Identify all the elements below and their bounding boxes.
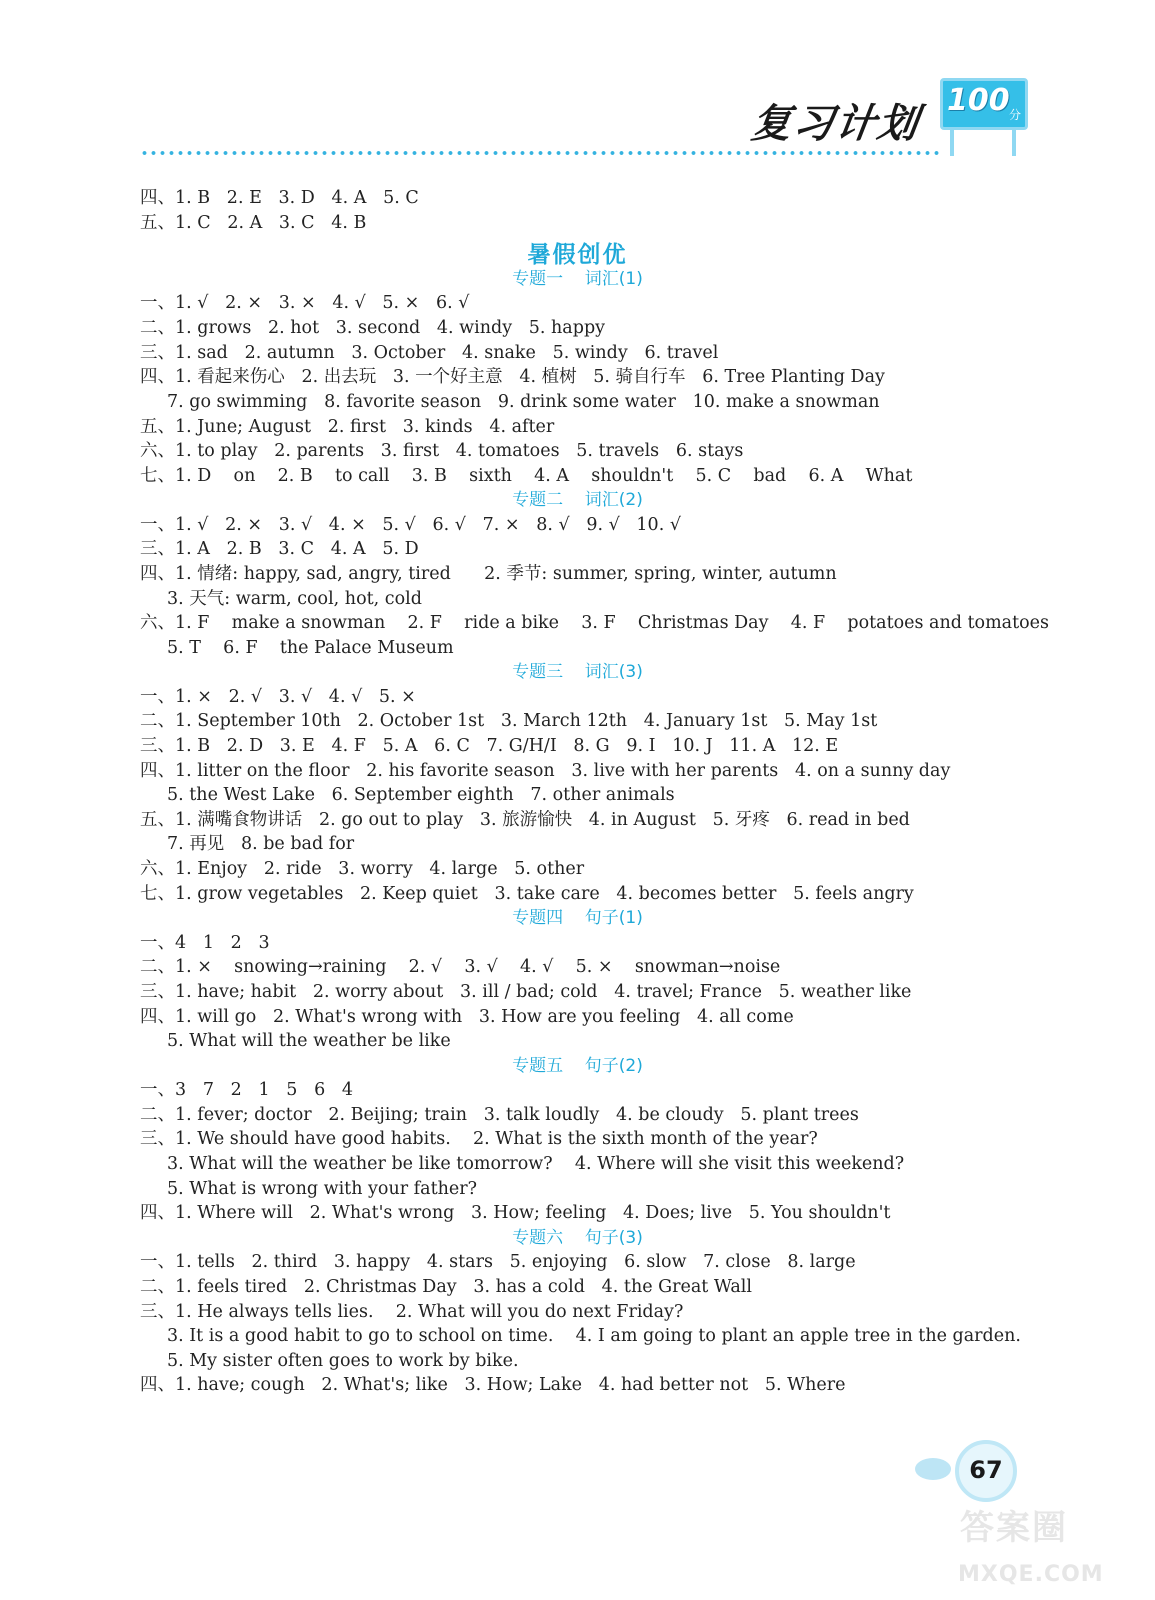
answer-line: 一、1. tells 2. third 3. happy 4. stars 5. enjoying 6. slow 7. close 8. large: [140, 1252, 856, 1272]
topic-heading: 专题六 句子(3): [512, 1228, 643, 1248]
answer-line: 3. It is a good habit to go to school on time. 4. I am going to plant an apple tree in the garden.: [167, 1326, 1021, 1346]
answer-line: 四、1. Where will 2. What's wrong 3. How; feeling 4. Does; live 5. You shouldn't: [140, 1203, 891, 1223]
answer-line: 5. What is wrong with your father?: [167, 1179, 477, 1199]
answer-line: 一、1. √ 2. × 3. √ 4. × 5. √ 6. √ 7. × 8. √ 9. √ 10. √: [140, 515, 681, 535]
answer-line: 三、1. have; habit 2. worry about 3. ill / bad; cold 4. travel; France 5. weather like: [140, 982, 912, 1002]
topic-heading: 专题一 词汇(1): [512, 269, 643, 289]
answer-line: 三、1. We should have good habits. 2. What is the sixth month of the year?: [140, 1129, 818, 1149]
answer-line: 三、1. sad 2. autumn 3. October 4. snake 5. windy 6. travel: [140, 343, 719, 363]
topic-heading: 专题五 句子(2): [512, 1056, 643, 1076]
topic-heading: 专题四 句子(1): [512, 908, 643, 928]
answer-line: 3. What will the weather be like tomorrow? 4. Where will she visit this weekend?: [167, 1154, 905, 1174]
answer-line: 六、1. F make a snowman 2. F ride a bike 3. F Christmas Day 4. F potatoes and tomatoes: [140, 613, 1050, 633]
answer-line: 三、1. A 2. B 3. C 4. A 5. D: [140, 539, 419, 559]
answer-line: 七、1. D on 2. B to call 3. B sixth 4. A shouldn't 5. C bad 6. A What: [140, 466, 913, 486]
watermark-logo: 答案圈: [960, 1508, 1068, 1548]
answer-line: 六、1. to play 2. parents 3. first 4. tomatoes 5. travels 6. stays: [140, 441, 744, 461]
answer-line: 五、1. June; August 2. first 3. kinds 4. after: [140, 417, 555, 437]
answer-line: 三、1. He always tells lies. 2. What will you do next Friday?: [140, 1302, 684, 1322]
answer-line: 3. 天气: warm, cool, hot, cold: [167, 589, 422, 609]
answer-line: 五、1. 满嘴食物讲话 2. go out to play 3. 旅游愉快 4. in August 5. 牙疼 6. read in bed: [140, 810, 910, 830]
answer-line: 四、1. 看起来伤心 2. 出去玩 3. 一个好主意 4. 植树 5. 骑自行车 6. Tree Planting Day: [140, 367, 885, 387]
answer-line: 六、1. Enjoy 2. ride 3. worry 4. large 5. other: [140, 859, 585, 879]
answer-line: 7. 再见 8. be bad for: [167, 834, 355, 854]
answer-line: 四、1. will go 2. What's wrong with 3. How are you feeling 4. all come: [140, 1007, 794, 1027]
answer-line: 7. go swimming 8. favorite season 9. drink some water 10. make a snowman: [167, 392, 880, 412]
answer-line: 四、1. litter on the floor 2. his favorite season 3. live with her parents 4. on a sunny day: [140, 761, 951, 781]
answer-line: 二、1. September 10th 2. October 1st 3. March 12th 4. January 1st 5. May 1st: [140, 711, 878, 731]
answer-line: 一、1. × 2. √ 3. √ 4. √ 5. ×: [140, 687, 416, 707]
answer-line: 四、1. B 2. E 3. D 4. A 5. C: [140, 188, 419, 208]
section-title: 暑假创优: [527, 242, 628, 268]
answer-line: 一、1. √ 2. × 3. × 4. √ 5. × 6. √: [140, 293, 470, 313]
answer-line: 一、3 7 2 1 5 6 4: [140, 1080, 354, 1100]
page-number-badge: [955, 1440, 1017, 1502]
topic-heading: 专题三 词汇(3): [512, 662, 643, 682]
answer-line: 二、1. grows 2. hot 3. second 4. windy 5. happy: [140, 318, 606, 338]
easel-leg-icon: [1012, 130, 1016, 156]
answer-line: 五、1. C 2. A 3. C 4. B: [140, 213, 367, 233]
answer-line: 三、1. B 2. D 3. E 4. F 5. A 6. C 7. G/H/I 8. G 9. I 10. J 11. A 12. E: [140, 736, 839, 756]
cartoon-decoration-icon: [915, 1458, 951, 1480]
watermark-url: MXQE.COM: [958, 1562, 1104, 1587]
easel-leg-icon: [950, 130, 954, 156]
answer-line: 二、1. fever; doctor 2. Beijing; train 3. talk loudly 4. be cloudy 5. plant trees: [140, 1105, 859, 1125]
answer-line: 二、1. × snowing→raining 2. √ 3. √ 4. √ 5. × snowman→noise: [140, 957, 781, 977]
logo-100-icon: [940, 78, 1028, 130]
answer-line: 四、1. have; cough 2. What's; like 3. How; Lake 4. had better not 5. Where: [140, 1375, 846, 1395]
answer-line: 二、1. feels tired 2. Christmas Day 3. has a cold 4. the Great Wall: [140, 1277, 752, 1297]
answer-line: 四、1. 情绪: happy, sad, angry, tired 2. 季节: summer, spring, winter, autumn: [140, 564, 837, 584]
topic-heading: 专题二 词汇(2): [512, 490, 643, 510]
answer-line: 5. T 6. F the Palace Museum: [167, 638, 454, 658]
answer-line: 七、1. grow vegetables 2. Keep quiet 3. take care 4. becomes better 5. feels angry: [140, 884, 914, 904]
dotted-divider: [140, 150, 940, 156]
answer-line: 5. My sister often goes to work by bike.: [167, 1351, 519, 1371]
answer-line: 一、4 1 2 3: [140, 933, 270, 953]
logo-score: 100: [947, 83, 1010, 118]
header-title: 复习计划: [748, 101, 923, 147]
answer-line: 5. the West Lake 6. September eighth 7. other animals: [167, 785, 675, 805]
logo-unit: 分: [1008, 108, 1021, 122]
answer-line: 5. What will the weather be like: [167, 1031, 451, 1051]
page-number: 67: [969, 1456, 1003, 1484]
